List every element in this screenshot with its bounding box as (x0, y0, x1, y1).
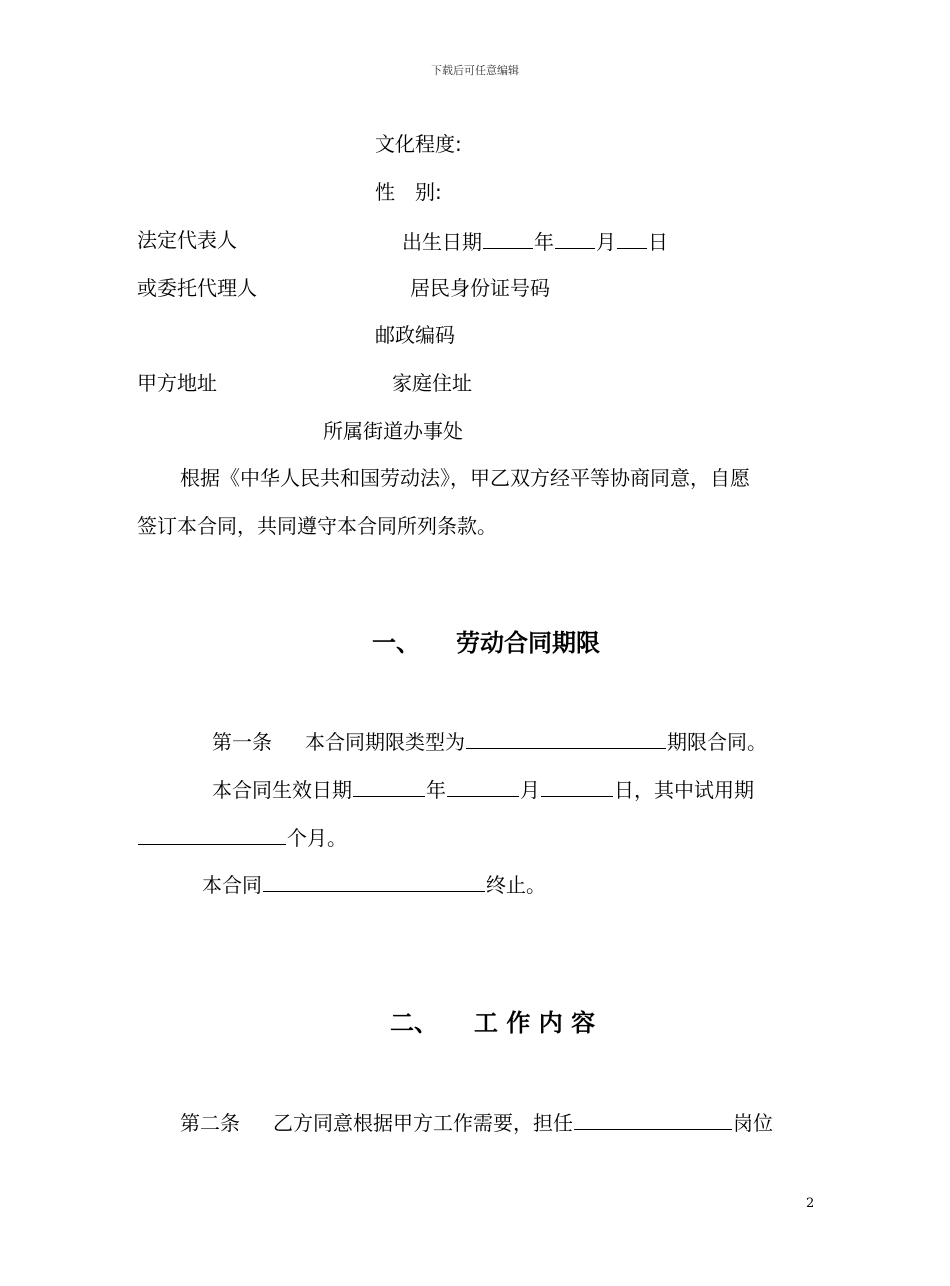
postal-code-label: 邮政编码 (375, 323, 455, 347)
birth-month-blank[interactable] (555, 228, 595, 249)
end-date-tail: 终止。 (486, 873, 546, 897)
article-2-text: 乙方同意根据甲方工作需要，担任 (273, 1111, 573, 1135)
probation-months-tail: 个月。 (287, 826, 347, 850)
street-office-label: 所属街道办事处 (323, 419, 463, 443)
end-date-blank[interactable] (263, 871, 485, 892)
effective-month-blank[interactable] (447, 776, 519, 797)
section-2-number: 二、 (390, 1009, 438, 1037)
page-number: 2 (806, 1196, 815, 1211)
section-1-number: 一、 (372, 629, 420, 657)
section-2-heading (390, 1008, 595, 1038)
intro-line-1: 根据《中华人民共和国劳动法》，甲乙双方经平等协商同意，自愿 (180, 466, 750, 490)
birth-day-blank[interactable] (617, 228, 647, 249)
intro-line-2: 签订本合同，共同遵守本合同所列条款。 (137, 514, 497, 538)
effective-year-label: 年 (426, 778, 446, 802)
effective-date-label: 本合同生效日期 (212, 778, 352, 802)
section-1-heading (372, 628, 600, 658)
birth-year-blank[interactable] (483, 228, 533, 249)
effective-day-tail: 日，其中试用期 (614, 778, 754, 802)
birth-day-label: 日 (648, 230, 668, 254)
gender-label: 性 别: (375, 180, 442, 204)
id-number-label: 居民身份证号码 (410, 276, 550, 300)
education-label: 文化程度: (375, 132, 462, 156)
article-2-tail: 岗位 (733, 1111, 773, 1135)
page-header: 下载后可任意编辑 (431, 64, 519, 77)
effective-month-label: 月 (520, 778, 540, 802)
probation-line (137, 824, 347, 850)
end-date-label: 本合同 (202, 873, 262, 897)
legal-rep-label: 法定代表人 (137, 228, 237, 252)
birth-month-label: 月 (596, 230, 616, 254)
birth-date-line (402, 228, 668, 254)
article-1-text: 本合同期限类型为 (305, 730, 465, 754)
end-date-line (202, 871, 546, 897)
article-2-line (180, 1109, 773, 1135)
home-address-label: 家庭住址 (392, 371, 472, 395)
position-blank[interactable] (574, 1109, 732, 1130)
section-2-title: 工 作 内 容 (474, 1009, 596, 1037)
agent-label: 或委托代理人 (137, 276, 257, 300)
article-2-label: 第二条 (180, 1111, 240, 1135)
contract-type-blank[interactable] (466, 728, 666, 749)
effective-year-blank[interactable] (353, 776, 425, 797)
article-1-line (212, 728, 767, 754)
section-1-title: 劳动合同期限 (456, 629, 600, 657)
employer-address-label: 甲方地址 (137, 371, 217, 395)
article-1-label: 第一条 (212, 730, 272, 754)
birth-year-label: 年 (534, 230, 554, 254)
probation-months-blank[interactable] (138, 824, 286, 845)
effective-day-blank[interactable] (541, 776, 613, 797)
article-1-tail: 期限合同。 (667, 730, 767, 754)
birth-date-label: 出生日期 (402, 230, 482, 254)
effective-date-line (212, 776, 754, 802)
